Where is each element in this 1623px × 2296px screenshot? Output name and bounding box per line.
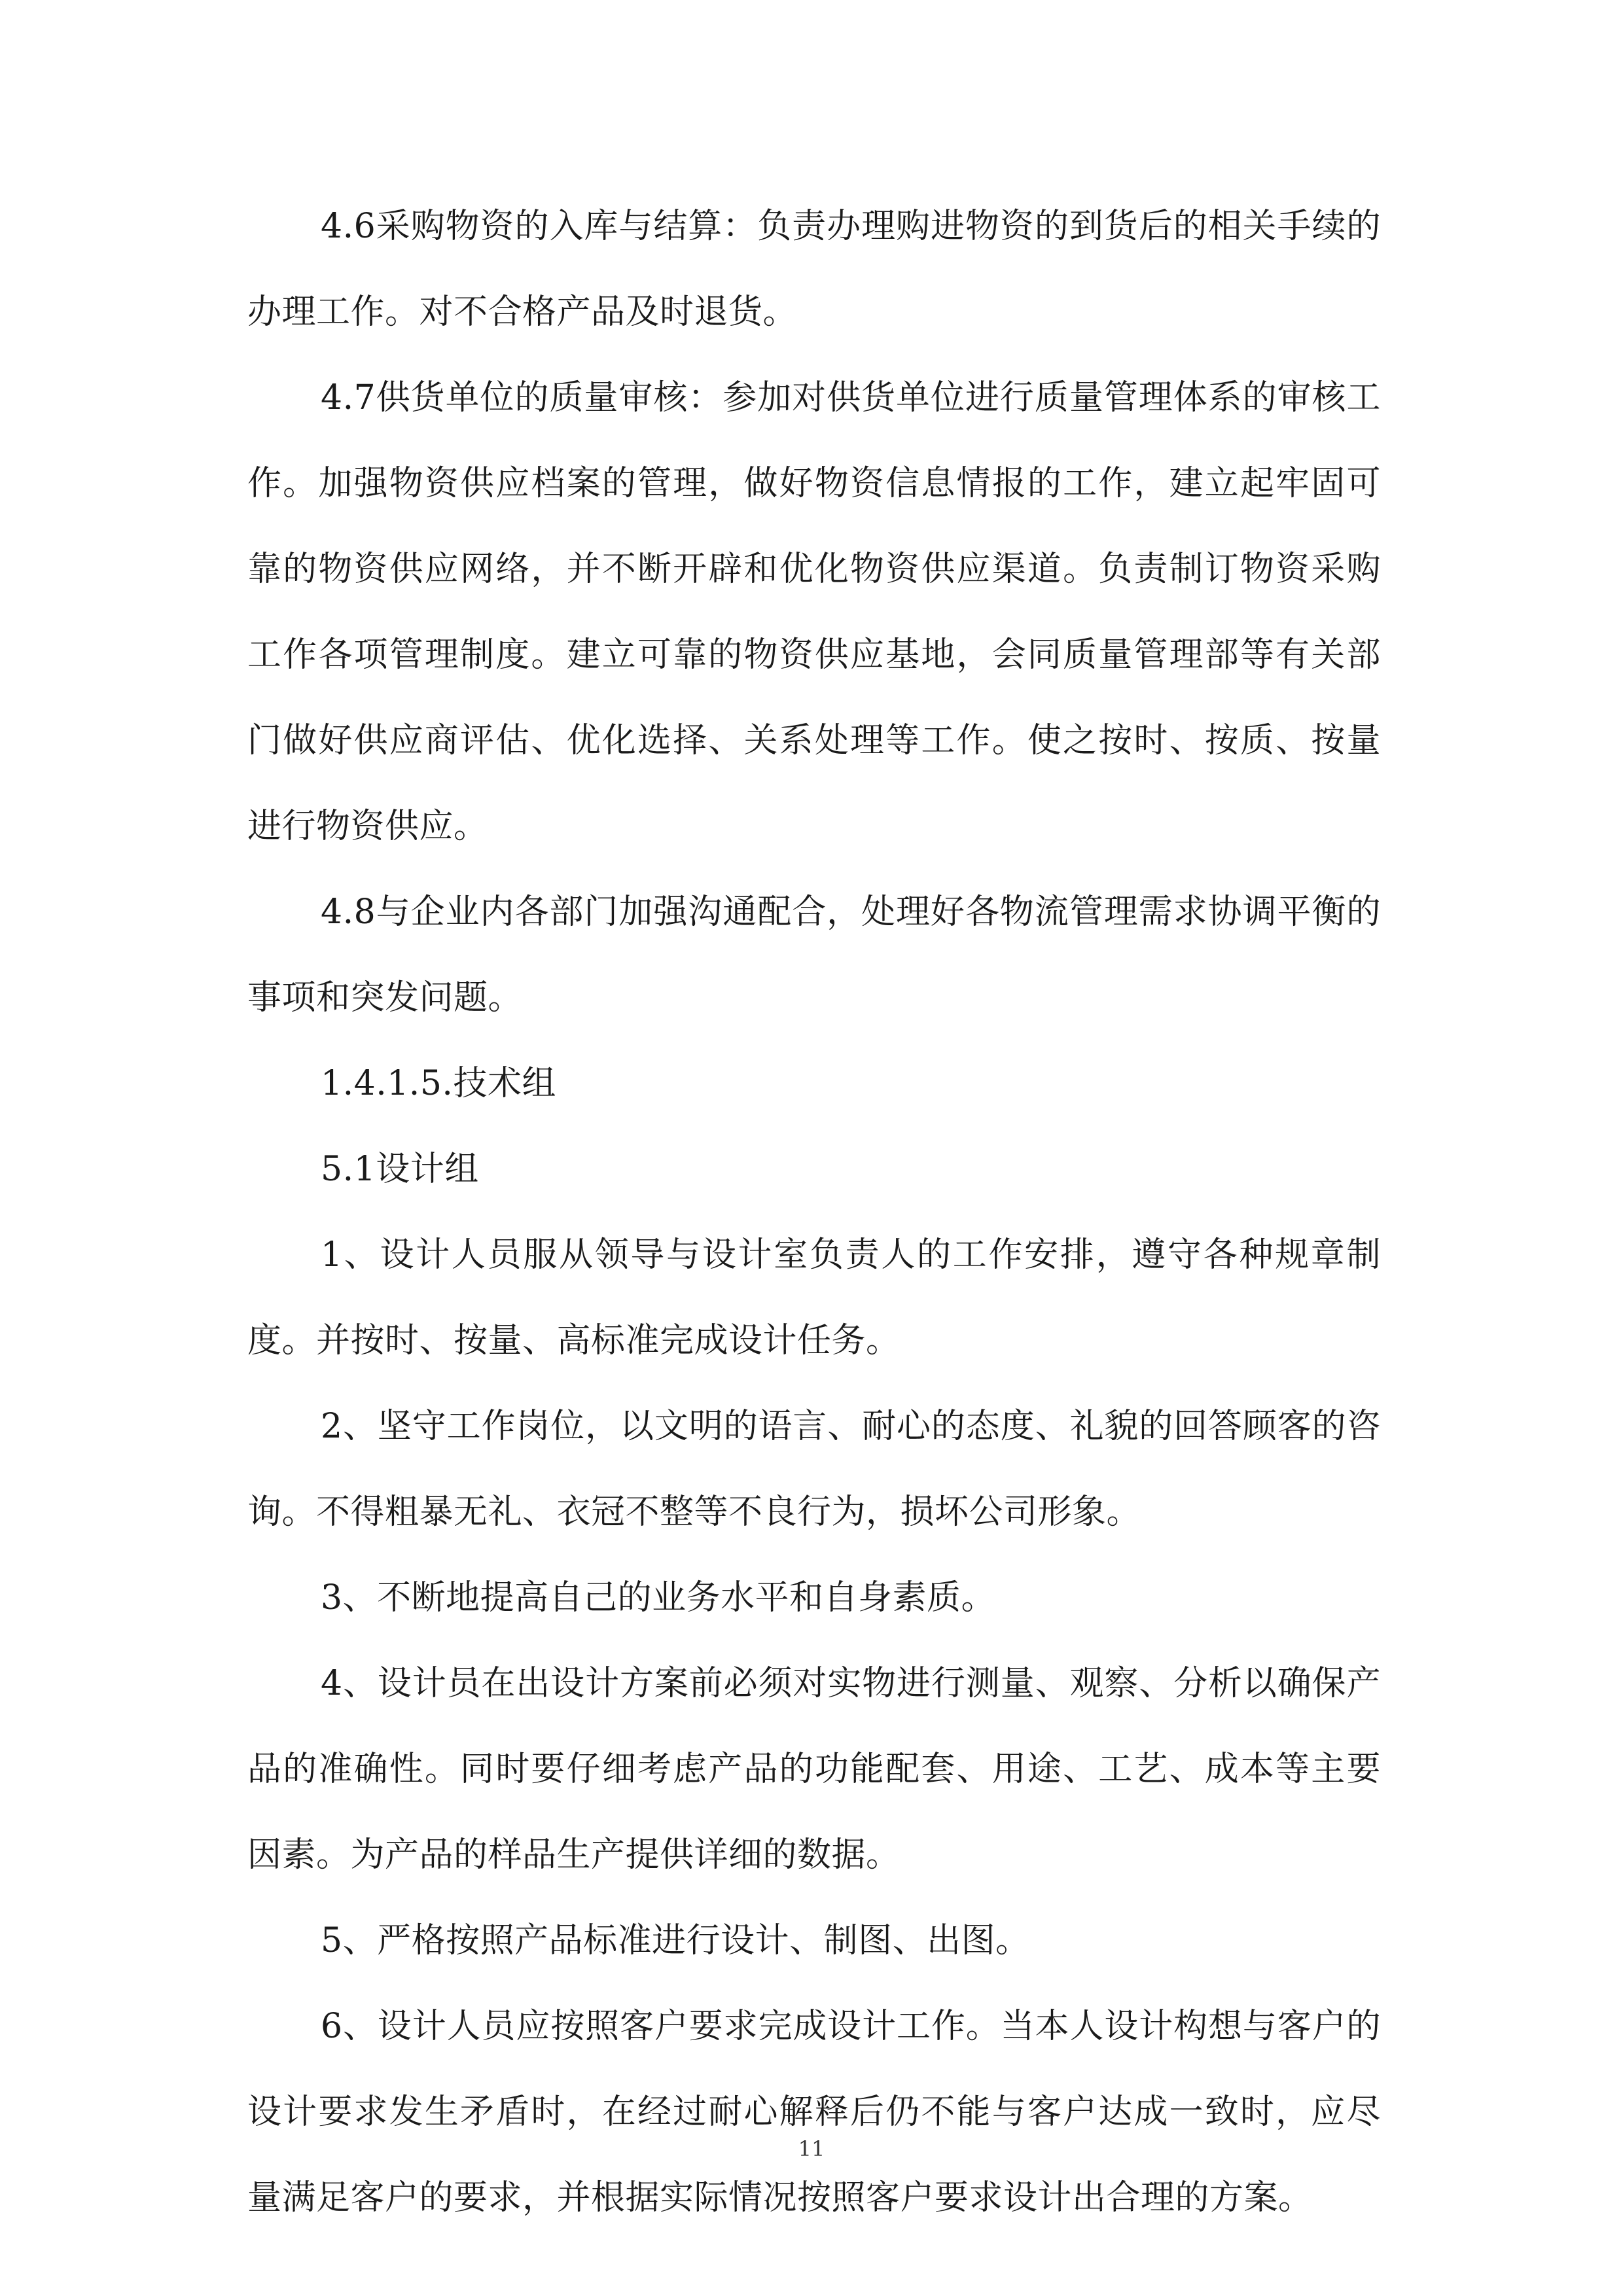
section-heading-technical-group: 1.4.1.5.技术组	[321, 1064, 556, 1103]
paragraph-4-8: 4.8与企业内各部门加强沟通配合，处理好各物流管理需求协调平衡的事项和突发问题。	[247, 892, 1381, 1017]
paragraph-4-7: 4.7供货单位的质量审核：参加对供货单位进行质量管理体系的审核工作。加强物资供应档案的管理，做好物资信息情报的工作，建立起牢固可靠的物资供应网络，并不断开辟和优化物资供应渠道。负责制订物资采购工作各项管理制度。建立可靠的物资供应基地，会同质量管理部等有关部门做好供应商评估、优化选择、关系处理等工作。使之按时、按质、按量进行物资供应。	[247, 378, 1381, 846]
subsection-heading-design-group: 5.1设计组	[321, 1150, 479, 1189]
list-item-5: 5、严格按照产品标准进行设计、制图、出图。	[321, 1921, 1030, 1960]
list-item-6: 6、设计人员应按照客户要求完成设计工作。当本人设计构想与客户的设计要求发生矛盾时，在经过耐心解释后仍不能与客户达成一致时，应尽量满足客户的要求，并根据实际情况按照客户要求设计出合理的方案。	[247, 2007, 1381, 2217]
list-item-1: 1、设计人员服从领导与设计室负责人的工作安排，遵守各种规章制度。并按时、按量、高标准完成设计任务。	[247, 1235, 1381, 1360]
page-number: 11	[798, 2136, 825, 2161]
list-item-2: 2、坚守工作岗位，以文明的语言、耐心的态度、礼貌的回答顾客的咨询。不得粗暴无礼、衣冠不整等不良行为，损坏公司形象。	[247, 1407, 1381, 1532]
list-item-3: 3、不断地提高自己的业务水平和自身素质。	[321, 1578, 996, 1617]
list-item-4: 4、设计员在出设计方案前必须对实物进行测量、观察、分析以确保产品的准确性。同时要仔细考虑产品的功能配套、用途、工艺、成本等主要因素。为产品的样品生产提供详细的数据。	[247, 1664, 1381, 1875]
paragraph-4-6: 4.6采购物资的入库与结算：负责办理购进物资的到货后的相关手续的办理工作。对不合格产品及时退货。	[247, 207, 1381, 332]
body-text	[247, 184, 1381, 2241]
